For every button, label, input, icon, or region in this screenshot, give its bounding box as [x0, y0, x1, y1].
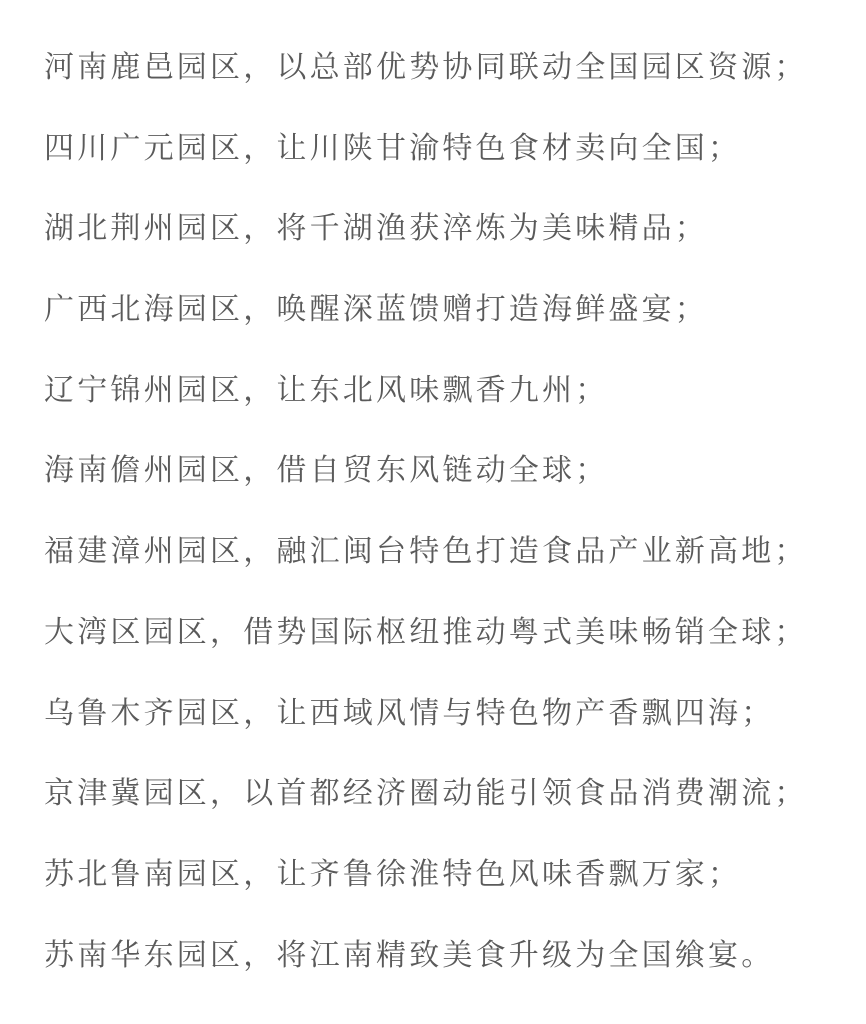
text-line-urumqi: 乌鲁木齐园区，让西域风情与特色物产香飘四海；	[44, 695, 775, 731]
text-line-subei-lunan: 苏北鲁南园区，让齐鲁徐淮特色风味香飘万家；	[44, 856, 742, 892]
text-line-greater-bay-area: 大湾区园区，借势国际枢纽推动粤式美味畅销全球；	[44, 614, 808, 650]
text-line-liaoning-jinzhou: 辽宁锦州园区，让东北风味飘香九州；	[44, 372, 609, 408]
text-line-fujian-zhangzhou: 福建漳州园区，融汇闽台特色打造食品产业新高地；	[44, 534, 808, 570]
text-line-guangxi-beihai: 广西北海园区，唤醒深蓝馈赠打造海鲜盛宴；	[44, 292, 708, 328]
text-block	[44, 44, 844, 1012]
text-line-hubei-jingzhou: 湖北荆州园区，将千湖渔获淬炼为美味精品；	[44, 211, 708, 247]
text-line-hainan-danzhou: 海南儋州园区，借自贸东风链动全球；	[44, 453, 609, 489]
text-line-jing-jin-ji: 京津冀园区，以首都经济圈动能引领食品消费潮流；	[44, 776, 808, 812]
text-line-sunan-huadong: 苏南华东园区，将江南精致美食升级为全国飨宴。	[44, 937, 775, 973]
text-line-sichuan-guangyuan: 四川广元园区，让川陕甘渝特色食材卖向全国；	[44, 130, 742, 166]
text-line-henan-luyi: 河南鹿邑园区，以总部优势协同联动全国园区资源；	[44, 50, 808, 85]
